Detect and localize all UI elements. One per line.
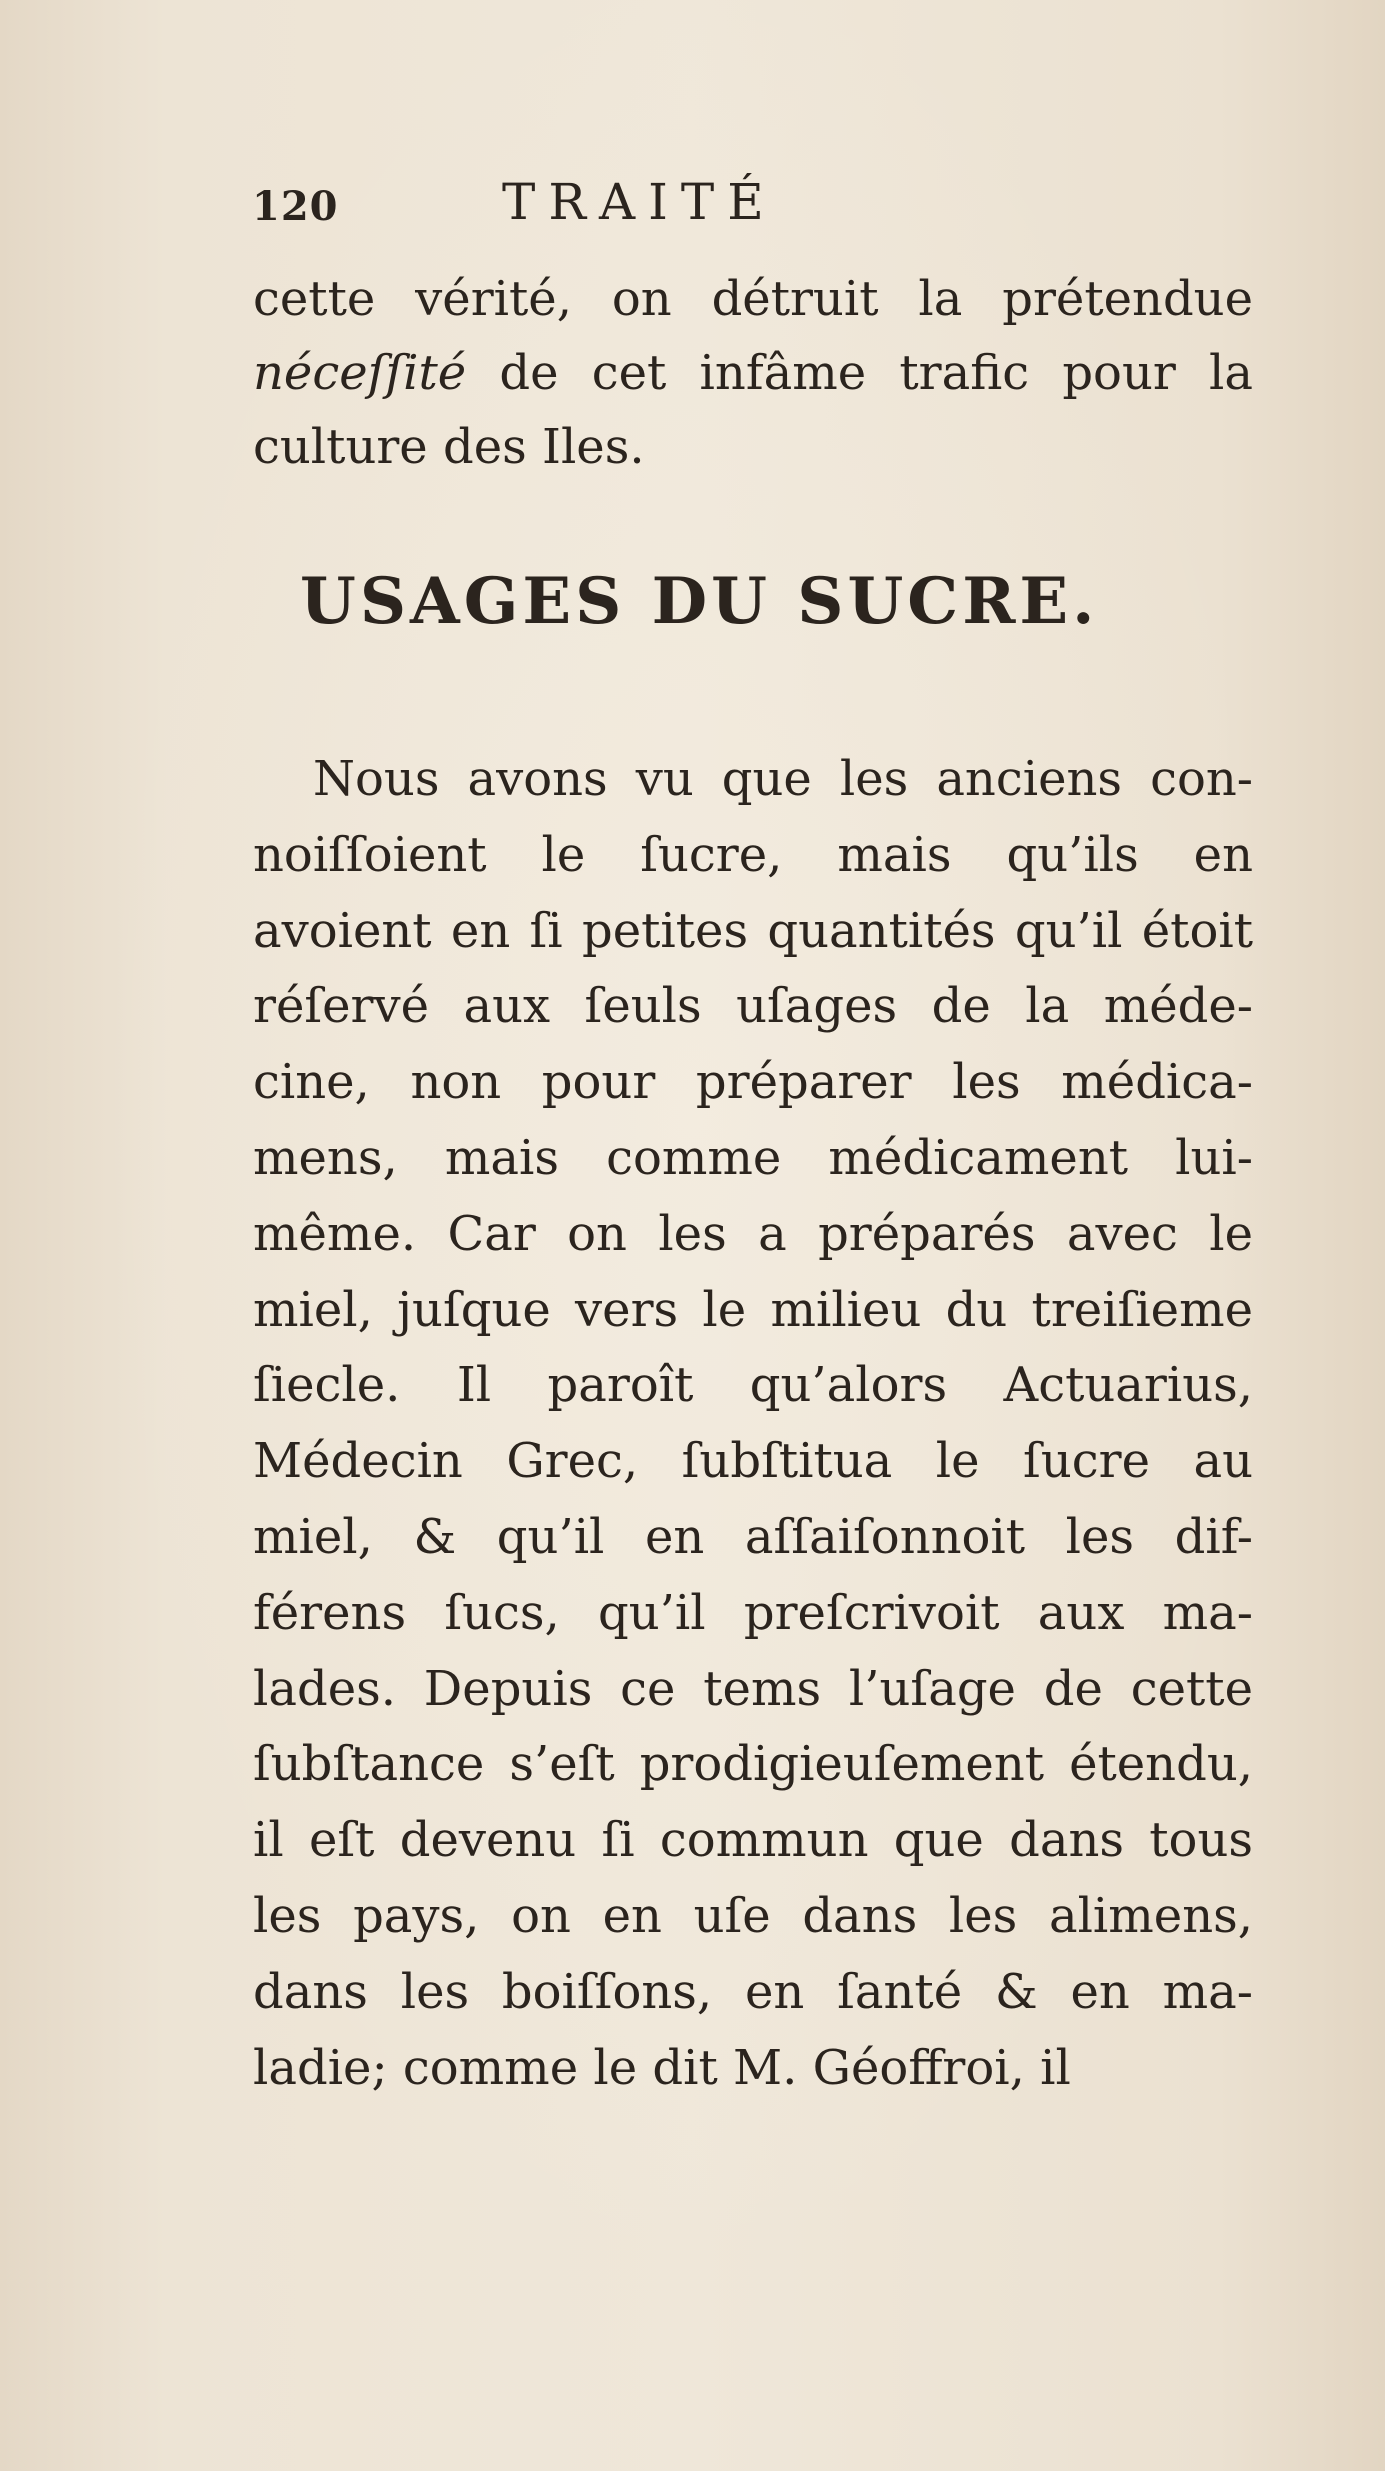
paragraph-line: les pays, on en uſe dans les alimens, xyxy=(253,1887,1253,1944)
paragraph-line: lades. Depuis ce tems l’uſage de cette xyxy=(253,1660,1253,1717)
paragraph-line: miel, juſque vers le milieu du treiſieme xyxy=(253,1281,1253,1338)
paragraph-line: Nous avons vu que les anciens con- xyxy=(313,751,1253,807)
paragraph-line: férens ſucs, qu’il preſcrivoit aux ma- xyxy=(253,1584,1253,1641)
paragraph-line: cine, non pour préparer les médica- xyxy=(253,1054,1253,1111)
page-number: 120 xyxy=(252,183,339,230)
text-fragment: de cet infâme trafic pour la xyxy=(499,345,1253,401)
text-line xyxy=(253,336,1253,410)
paragraph-line: ſubſtance s’eſt prodigieuſement étendu, xyxy=(253,1736,1253,1793)
section-heading: USAGES DU SUCRE. xyxy=(300,564,1099,639)
paragraph-line: avoient en ſi petites quantités qu’il étoit xyxy=(253,902,1253,959)
italic-word: néceſſité xyxy=(253,345,467,401)
paragraph-line: réſervé aux ſeuls uſages de la méde- xyxy=(253,978,1253,1035)
text-line: cette vérité, on détruit la prétendue xyxy=(253,271,1253,327)
paragraph-line: mens, mais comme médicament lui- xyxy=(253,1129,1253,1186)
paragraph-line: dans les boiſſons, en ſanté & en ma- xyxy=(253,1963,1253,2020)
paragraph-line: ſiecle. Il paroît qu’alors Actuarius, xyxy=(253,1357,1253,1414)
body-paragraph xyxy=(253,742,1253,2106)
paragraph-line: ladie; comme le dit M. Géoffroi, il xyxy=(253,2039,1071,2096)
text-line: culture des Iles. xyxy=(253,419,645,475)
paragraph-line: noiſſoient le ſucre, mais qu’ils en xyxy=(253,826,1253,883)
paragraph-line: même. Car on les a préparés avec le xyxy=(253,1205,1253,1262)
continued-text xyxy=(253,262,1253,484)
running-title: TRAITÉ xyxy=(502,173,777,231)
paragraph-line: il eſt devenu ſi commun que dans tous xyxy=(253,1812,1253,1869)
paragraph-line: miel, & qu’il en aſſaiſonnoit les dif- xyxy=(253,1508,1253,1565)
page-header xyxy=(252,173,952,243)
paragraph-line: Médecin Grec, ſubſtitua le ſucre au xyxy=(253,1433,1253,1490)
